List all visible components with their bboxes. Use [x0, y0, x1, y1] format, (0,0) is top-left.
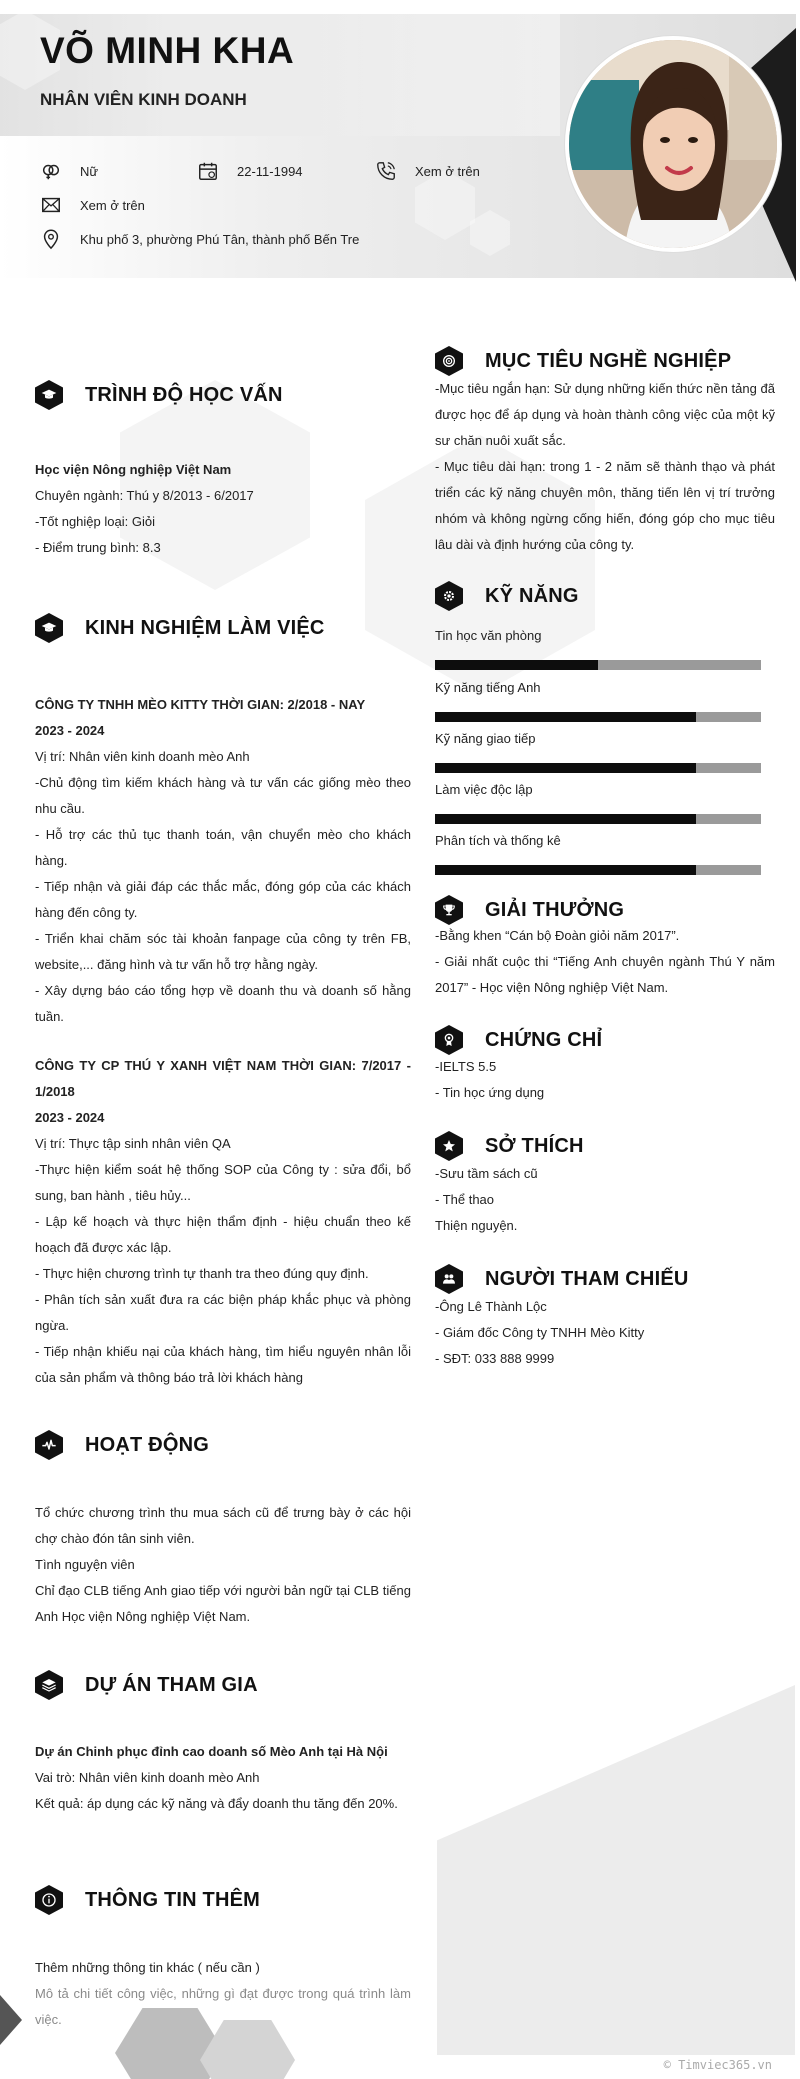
bottom-right-shape	[437, 1685, 795, 2055]
hobbies-header	[435, 1131, 584, 1161]
projects-body	[35, 1739, 411, 1817]
objective-line: - Mục tiêu dài hạn: trong 1 - 2 năm sẽ thành thạo và phát triển các kỹ năng chuyên môn, thăng tiến lên vị trí trưởng nhóm và không ngừng cống hiến, đóng góp cho mục tiêu lâu dài và định hướng của công ty.	[435, 459, 775, 552]
objective-body	[435, 376, 775, 558]
projects-header	[35, 1670, 258, 1700]
gear-icon	[435, 581, 463, 611]
hobby-line: - Thể thao	[435, 1192, 495, 1207]
skill-item	[435, 628, 761, 670]
email-value: Xem ở trên	[80, 197, 145, 213]
birthday-row	[197, 160, 303, 182]
star-icon	[435, 1131, 463, 1161]
skill-bar	[435, 660, 761, 670]
objective-header	[435, 346, 731, 376]
skill-item	[435, 680, 761, 722]
experience-header	[35, 613, 325, 643]
skill-bar	[435, 712, 761, 722]
email-icon	[40, 194, 62, 216]
address-row	[40, 228, 359, 250]
reference-line: - SĐT: 033 888 9999	[435, 1351, 555, 1366]
job-role: Vị trí: Nhân viên kinh doanh mèo Anh	[35, 749, 250, 764]
avatar	[565, 36, 781, 252]
objective-title: MỤC TIÊU NGHỀ NGHIỆP	[485, 349, 732, 372]
project-name: Dự án Chinh phục đỉnh cao doanh số Mèo Anh tại Hà Nội	[35, 1744, 388, 1759]
project-role: Vai trò: Nhân viên kinh doanh mèo Anh	[35, 1770, 260, 1785]
school-name: Học viện Nông nghiệp Việt Nam	[35, 462, 232, 477]
briefcase-icon	[35, 613, 63, 643]
certificate-line: -IELTS 5.5	[435, 1059, 497, 1074]
job-2	[35, 1053, 411, 1391]
award-line: -Bằng khen “Cán bộ Đoàn giỏi năm 2017”.	[435, 928, 680, 943]
skill-bar	[435, 763, 761, 773]
people-icon	[435, 1264, 463, 1294]
calendar-icon	[197, 160, 219, 182]
job-line: - Hỗ trợ các thủ tục thanh toán, vận chuyển mèo cho khách hàng.	[35, 827, 411, 868]
activity-line: Tình nguyện viên	[35, 1557, 135, 1572]
more-info-title: THÔNG TIN THÊM	[85, 1888, 261, 1911]
address-value: Khu phố 3, phường Phú Tân, thành phố Bến Tre	[80, 231, 360, 247]
projects-title: DỰ ÁN THAM GIA	[85, 1673, 258, 1696]
awards-header	[435, 895, 624, 925]
graduation-cap-icon	[35, 380, 63, 410]
skill-label: Phân tích và thống kê	[435, 833, 561, 848]
phone-value: Xem ở trên	[415, 163, 480, 179]
email-row	[40, 194, 145, 216]
skills-title: KỸ NĂNG	[485, 584, 579, 607]
job-line: - Xây dựng báo cáo tổng hợp về doanh thu và doanh số hằng tuần.	[35, 983, 411, 1024]
bottom-left-shape	[0, 1995, 22, 2045]
job-company: CÔNG TY TNHH MÈO KITTY THỜI GIAN: 2/2018 - NAY	[35, 697, 366, 712]
references-body	[435, 1294, 775, 1372]
education-title: TRÌNH ĐỘ HỌC VẤN	[85, 383, 283, 406]
job-period: 2023 - 2024	[35, 1110, 105, 1125]
job-line: - Tiếp nhận và giải đáp các thắc mắc, đóng góp của các khách hàng đến công ty.	[35, 879, 411, 920]
job-period: 2023 - 2024	[35, 723, 105, 738]
certificate-line: - Tin học ứng dụng	[435, 1085, 545, 1100]
awards-title: GIẢI THƯỞNG	[485, 898, 625, 921]
trophy-icon	[435, 895, 463, 925]
job-line: - Triển khai chăm sóc tài khoản fanpage của công ty trên FB, website,... đăng hình và tư vấn hỗ trợ hằng ngày.	[35, 931, 411, 972]
more-info-header	[35, 1885, 260, 1915]
heartbeat-icon	[35, 1430, 63, 1460]
job-line: - Lập kế hoạch và thực hiện thẩm định - hiệu chuẩn theo kế hoạch đã được xác lập.	[35, 1214, 411, 1255]
certificates-title: CHỨNG CHỈ	[485, 1028, 603, 1051]
reference-line: - Giám đốc Công ty TNHH Mèo Kitty	[435, 1325, 645, 1340]
job-line: - Tiếp nhận khiếu nại của khách hàng, tìm hiểu nguyên nhân lỗi của sản phẩm và thông báo trả lời khách hàng	[35, 1344, 411, 1385]
location-pin-icon	[40, 228, 62, 250]
footer-watermark: © Timviec365.vn	[663, 2058, 772, 2072]
activities-body	[35, 1500, 411, 1630]
hobbies-title: SỞ THÍCH	[485, 1134, 584, 1157]
skill-level	[435, 865, 696, 875]
activities-header	[35, 1430, 209, 1460]
skill-label: Kỹ năng tiếng Anh	[435, 680, 541, 695]
candidate-name: VÕ MINH KHA	[40, 30, 295, 71]
objective-line: -Mục tiêu ngắn hạn: Sử dụng những kiến thức nền tảng đã được học để áp dụng và hoàn thành công việc của một kỹ sư chăn nuôi xuất sắc.	[435, 381, 775, 448]
education-line: -Tốt nghiệp loại: Giỏi	[35, 514, 155, 529]
certificate-icon	[435, 1025, 463, 1055]
candidate-job-title: NHÂN VIÊN KINH DOANH	[40, 90, 247, 109]
hobby-line: -Sưu tầm sách cũ	[435, 1166, 538, 1181]
info-icon	[35, 1885, 63, 1915]
skill-bar	[435, 814, 761, 824]
activity-line: Tổ chức chương trình thu mua sách cũ để trưng bày ở các hội chợ chào đón tân sinh viên.	[35, 1505, 411, 1546]
skill-label: Tin học văn phòng	[435, 628, 542, 643]
more-info-line: Thêm những thông tin khác ( nếu cần )	[35, 1960, 260, 1975]
skill-item	[435, 782, 761, 824]
skill-bar	[435, 865, 761, 875]
education-line: - Điểm trung bình: 8.3	[35, 540, 161, 555]
skill-item	[435, 731, 761, 773]
job-line: - Phân tích sản xuất đưa ra các biện pháp khắc phục và phòng ngừa.	[35, 1292, 411, 1333]
certificates-body	[435, 1054, 775, 1106]
phone-icon	[375, 160, 397, 182]
job-line: - Thực hiện chương trình tự thanh tra theo đúng quy định.	[35, 1266, 369, 1281]
awards-body	[435, 923, 775, 1001]
skill-level	[435, 814, 696, 824]
gender-row	[40, 160, 98, 182]
gender-value: Nữ	[80, 163, 99, 179]
more-info-placeholder: Mô tả chi tiết công việc, những gì đạt được trong quá trình làm việc.	[35, 1986, 411, 2027]
job-company: CÔNG TY CP THÚ Y XANH VIỆT NAM THỜI GIAN: 7/2017 - 1/2018	[35, 1058, 411, 1099]
layers-icon	[35, 1670, 63, 1700]
education-header	[35, 380, 283, 410]
award-line: - Giải nhất cuộc thi “Tiếng Anh chuyên ngành Thú Y năm 2017” - Học viện Nông nghiệp Việt Nam.	[435, 954, 775, 995]
references-header	[435, 1264, 689, 1294]
activities-title: HOẠT ĐỘNG	[85, 1433, 210, 1456]
experience-title: KINH NGHIỆM LÀM VIỆC	[85, 616, 325, 639]
job-line: -Thực hiện kiểm soát hệ thống SOP của Công ty : sửa đổi, bổ sung, ban hành , tiêu hủy...	[35, 1162, 411, 1203]
hobbies-body	[435, 1161, 775, 1239]
hobby-line: Thiện nguyện.	[435, 1218, 518, 1233]
skill-level	[435, 712, 696, 722]
project-result: Kết quả: áp dụng các kỹ năng và đẩy doanh thu tăng đến 20%.	[35, 1796, 398, 1811]
target-icon	[435, 346, 463, 376]
skill-label: Kỹ năng giao tiếp	[435, 731, 536, 746]
skill-label: Làm việc độc lập	[435, 782, 533, 797]
job-1	[35, 692, 411, 1030]
reference-line: -Ông Lê Thành Lộc	[435, 1299, 547, 1314]
avatar-photo	[569, 40, 781, 252]
references-title: NGƯỜI THAM CHIẾU	[485, 1267, 689, 1290]
skill-item	[435, 833, 761, 875]
birthday-value: 22-11-1994	[237, 163, 303, 179]
education-line: Chuyên ngành: Thú y 8/2013 - 6/2017	[35, 488, 254, 503]
skills-header	[435, 581, 579, 611]
skill-level	[435, 763, 696, 773]
gender-icon	[40, 160, 62, 182]
skill-level	[435, 660, 598, 670]
activity-line: Chỉ đạo CLB tiếng Anh giao tiếp với người bản ngữ tại CLB tiếng Anh Học viện Nông nghiệp Việt Nam.	[35, 1583, 411, 1624]
job-line: -Chủ động tìm kiếm khách hàng và tư vấn các giống mèo theo nhu cầu.	[35, 775, 411, 816]
education-body	[35, 457, 435, 561]
job-role: Vị trí: Thực tập sinh nhân viên QA	[35, 1136, 231, 1151]
phone-row	[375, 160, 480, 182]
certificates-header	[435, 1025, 602, 1055]
